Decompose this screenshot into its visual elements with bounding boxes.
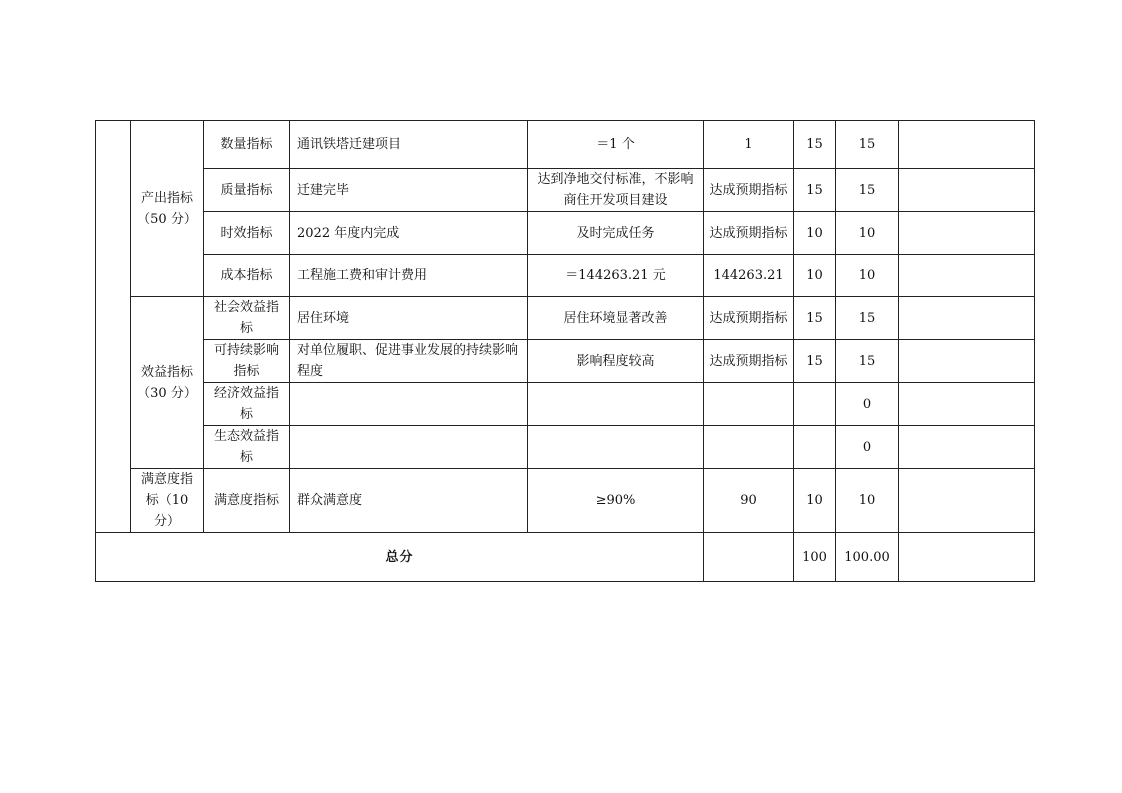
target-cell: ≥90%	[528, 469, 704, 533]
table-row	[96, 212, 1035, 255]
actual-cell: 1	[704, 121, 794, 169]
remark-cell	[899, 255, 1035, 297]
weight-cell: 10	[794, 469, 836, 533]
score-cell: 15	[836, 297, 899, 340]
target-cell	[528, 383, 704, 426]
indicator-cell: 经济效益指标	[204, 383, 290, 426]
remark-cell	[899, 383, 1035, 426]
remark-cell	[899, 297, 1035, 340]
indicator-cell: 生态效益指标	[204, 426, 290, 469]
actual-cell: 达成预期指标	[704, 297, 794, 340]
target-cell: 居住环境显著改善	[528, 297, 704, 340]
table-row	[96, 121, 1035, 169]
indicator-cell: 满意度指标	[204, 469, 290, 533]
target-cell: 影响程度较高	[528, 340, 704, 383]
score-cell: 15	[836, 340, 899, 383]
weight-cell: 10	[794, 255, 836, 297]
total-score-cell: 100.00	[836, 533, 899, 582]
remark-cell	[899, 340, 1035, 383]
indicator-cell: 社会效益指标	[204, 297, 290, 340]
weight-cell	[794, 383, 836, 426]
actual-cell: 144263.21	[704, 255, 794, 297]
content-cell: 2022 年度内完成	[290, 212, 528, 255]
score-cell: 10	[836, 255, 899, 297]
score-cell: 10	[836, 212, 899, 255]
content-cell: 工程施工费和审计费用	[290, 255, 528, 297]
table-row	[96, 297, 1035, 340]
total-label: 总分	[96, 533, 704, 582]
indicator-cell: 数量指标	[204, 121, 290, 169]
table-row	[96, 255, 1035, 297]
weight-cell: 10	[794, 212, 836, 255]
total-remark-cell	[899, 533, 1035, 582]
total-row	[96, 533, 1035, 582]
content-cell: 群众满意度	[290, 469, 528, 533]
target-cell	[528, 426, 704, 469]
remark-cell	[899, 212, 1035, 255]
weight-cell	[794, 426, 836, 469]
score-cell: 10	[836, 469, 899, 533]
table-row	[96, 383, 1035, 426]
score-cell: 0	[836, 383, 899, 426]
performance-indicator-table	[95, 120, 1035, 582]
weight-cell: 15	[794, 169, 836, 212]
indicator-cell: 成本指标	[204, 255, 290, 297]
content-cell: 对单位履职、促进事业发展的持续影响程度	[290, 340, 528, 383]
target-cell: 及时完成任务	[528, 212, 704, 255]
score-cell: 0	[836, 426, 899, 469]
weight-cell: 15	[794, 297, 836, 340]
score-cell: 15	[836, 169, 899, 212]
actual-cell: 达成预期指标	[704, 169, 794, 212]
table-row	[96, 469, 1035, 533]
actual-cell: 达成预期指标	[704, 340, 794, 383]
group-output-cell: 产出指标（50 分）	[131, 121, 204, 297]
actual-cell	[704, 383, 794, 426]
remark-cell	[899, 426, 1035, 469]
total-weight-cell: 100	[794, 533, 836, 582]
target-cell: ＝1 个	[528, 121, 704, 169]
group-benefit-cell: 效益指标（30 分）	[131, 297, 204, 469]
content-cell: 通讯铁塔迁建项目	[290, 121, 528, 169]
indicator-cell: 质量指标	[204, 169, 290, 212]
table-row	[96, 169, 1035, 212]
weight-cell: 15	[794, 340, 836, 383]
target-cell: ＝144263.21 元	[528, 255, 704, 297]
content-cell: 迁建完毕	[290, 169, 528, 212]
indicator-cell: 可持续影响指标	[204, 340, 290, 383]
group-satisfaction-cell: 满意度指标（10 分）	[131, 469, 204, 533]
indicator-cell: 时效指标	[204, 212, 290, 255]
content-cell	[290, 426, 528, 469]
actual-cell: 达成预期指标	[704, 212, 794, 255]
score-cell: 15	[836, 121, 899, 169]
actual-cell	[704, 426, 794, 469]
weight-cell: 15	[794, 121, 836, 169]
content-cell: 居住环境	[290, 297, 528, 340]
category-cell	[96, 121, 131, 533]
remark-cell	[899, 121, 1035, 169]
actual-cell: 90	[704, 469, 794, 533]
remark-cell	[899, 469, 1035, 533]
remark-cell	[899, 169, 1035, 212]
table-row	[96, 340, 1035, 383]
total-actual-cell	[704, 533, 794, 582]
target-cell: 达到净地交付标准，不影响商住开发项目建设	[528, 169, 704, 212]
content-cell	[290, 383, 528, 426]
table-row	[96, 426, 1035, 469]
